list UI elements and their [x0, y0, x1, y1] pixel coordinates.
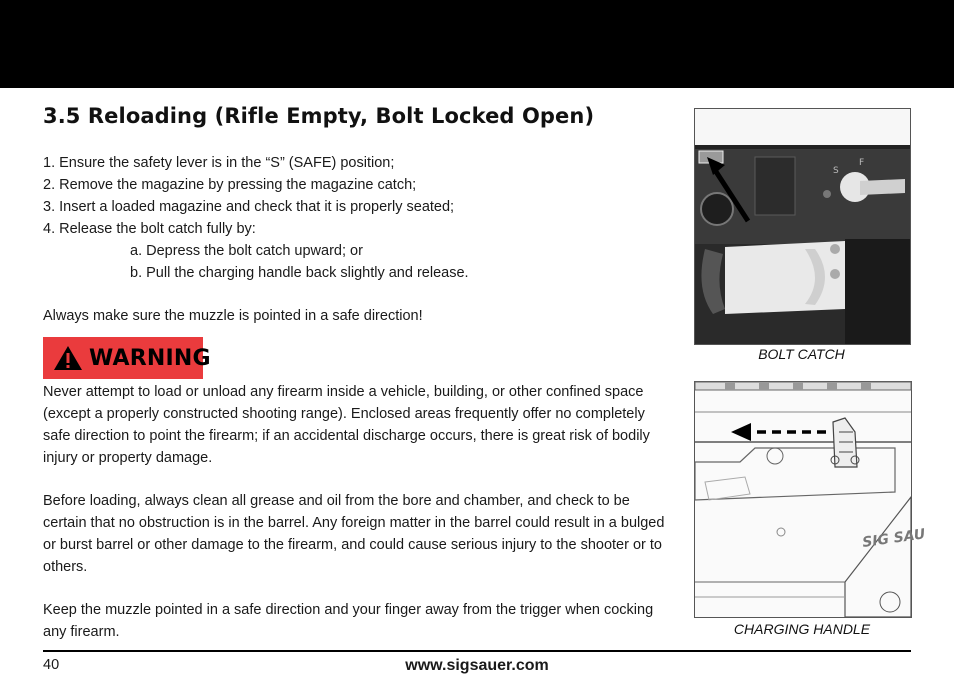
muzzle-note: Always make sure the muzzle is pointed in a safe direction!: [43, 308, 423, 324]
step-item: 1. Ensure the safety lever is in the “S” (SAFE) position;: [43, 155, 395, 171]
warning-paragraph: Never attempt to load or unload any firearm inside a vehicle, building, or other confined space (except a properly constructed shooting range). Enclosed areas frequently offer no completely safe direction to point the firearm; if an accidental discharge occurs, there is great risk of bodily injury or property damage.: [43, 384, 650, 466]
page-number: 40: [43, 657, 60, 673]
warning-triangle-icon: [53, 345, 83, 371]
loading-paragraph: Before loading, always clean all grease and oil from the bore and chamber, and check to be certain that no obstruction is in the barrel. Any foreign matter in the barrel could result in a bulged or burst barrel or other damage to the firearm, and could cause serious injury to the shooter or to others.: [43, 493, 665, 575]
steps-list: [43, 152, 663, 284]
fire-marking: F: [859, 158, 865, 168]
footer-divider: [43, 650, 911, 652]
footer-url[interactable]: www.sigsauer.com: [405, 657, 549, 674]
substep-item: a. Depress the bolt catch upward; or: [130, 243, 363, 259]
muzzle-paragraph: Keep the muzzle pointed in a safe direction and your finger away from the trigger when cocking any firearm.: [43, 602, 654, 640]
section-title: 3.5 Reloading (Rifle Empty, Bolt Locked Open): [43, 104, 595, 128]
warning-banner: [43, 337, 211, 379]
sig-sauer-marking: SIG SAU: [861, 526, 927, 551]
step-item: 3. Insert a loaded magazine and check that it is properly seated;: [43, 199, 455, 215]
bolt-catch-image: [694, 108, 911, 345]
substep-item: b. Pull the charging handle back slightly and release.: [130, 265, 469, 281]
charging-handle-image: [694, 381, 927, 618]
safe-marking: S: [833, 166, 839, 176]
warning-label: WARNING: [89, 345, 211, 371]
step-item: 2. Remove the magazine by pressing the magazine catch;: [43, 177, 417, 193]
bolt-catch-caption: BOLT CATCH: [758, 346, 845, 362]
charging-handle-caption: CHARGING HANDLE: [733, 621, 871, 637]
header-bar: [0, 0, 954, 88]
step-item: 4. Release the bolt catch fully by:: [43, 221, 256, 237]
